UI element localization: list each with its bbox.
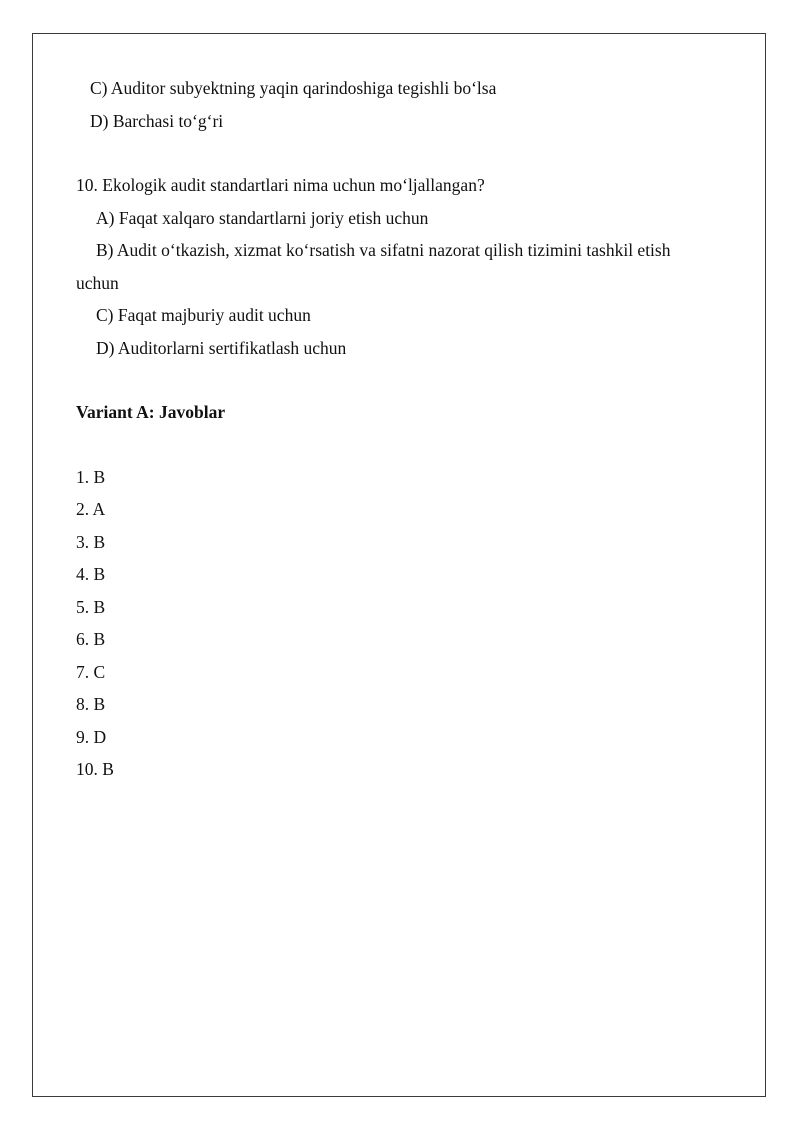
answer-item: 5. B (76, 596, 106, 617)
answer-item: 7. C (76, 661, 106, 682)
answer-item: 1. B (76, 466, 106, 487)
question-10-option-b: B) Audit o‘tkazish, xizmat ko‘rsatish va sifatni nazorat qilish tizimini tashkil etish (96, 240, 671, 260)
answer-item: 6. B (76, 629, 106, 649)
option-c-prev: C) Auditor subyektning yaqin qarindoshiga tegishli bo‘lsa (90, 78, 497, 98)
answers-heading: Variant A: Javoblar (76, 402, 226, 422)
question-10-option-a: A) Faqat xalqaro standartlarni joriy etish uchun (96, 207, 429, 228)
answer-item: 10. B (76, 759, 114, 779)
option-d-prev: D) Barchasi to‘g‘ri (90, 110, 224, 131)
question-10-title: 10. Ekologik audit standartlari nima uchun mo‘ljallangan? (76, 175, 485, 195)
answer-item: 2. A (76, 499, 106, 519)
answer-item: 9. D (76, 726, 107, 747)
answer-list (76, 461, 726, 786)
spacer (76, 429, 726, 461)
spacer (76, 364, 726, 396)
question-10-option-c: C) Faqat majburiy audit uchun (96, 305, 311, 325)
question-10-option-d: D) Auditorlarni sertifikatlash uchun (96, 337, 347, 358)
question-10-option-b-continued: uchun (76, 272, 119, 293)
answer-item: 8. B (76, 694, 106, 714)
document-body (76, 72, 726, 786)
spacer (76, 137, 726, 169)
answer-item: 3. B (76, 531, 106, 552)
answer-item: 4. B (76, 564, 106, 584)
